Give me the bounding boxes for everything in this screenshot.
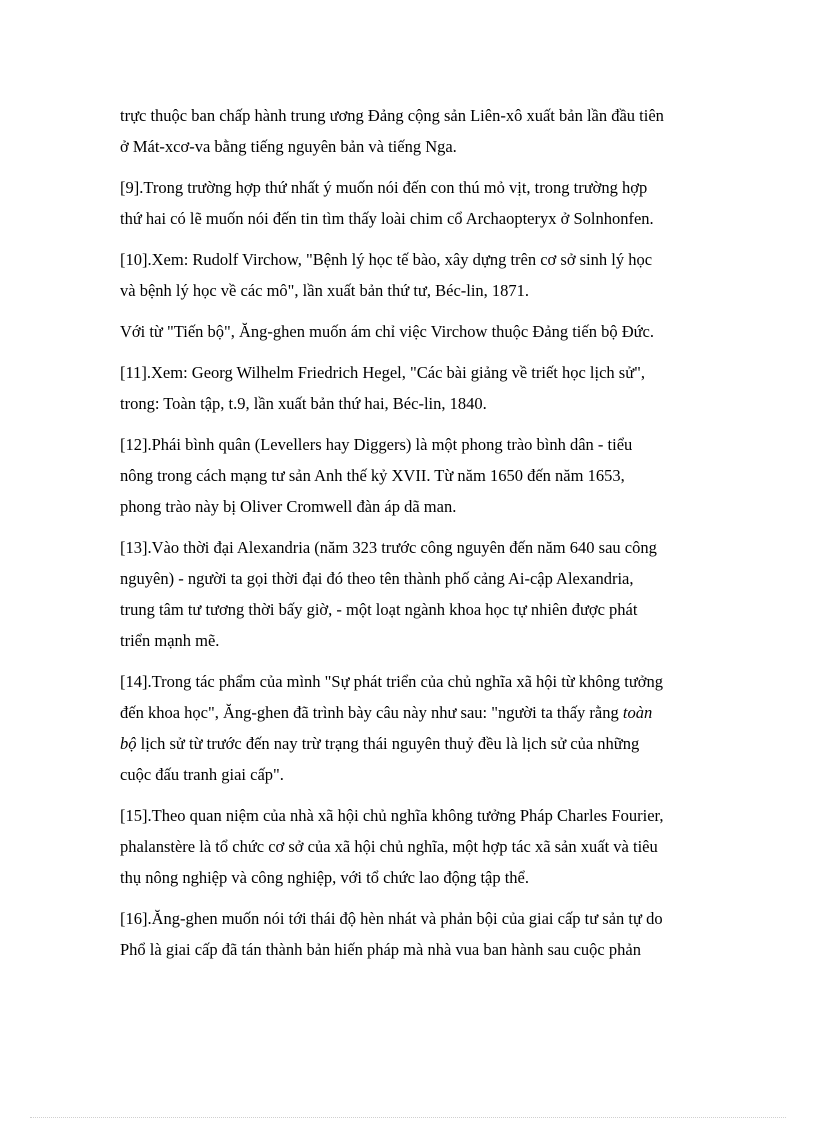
document-body — [120, 100, 700, 975]
text-line: thứ hai có lẽ muốn nói đến tin tìm thấy loài chim cổ Archaopteryx ở Solnhonfen. — [120, 209, 654, 228]
text-line: trực thuộc ban chấp hành trung ương Đảng cộng sản Liên-xô xuất bản lần đầu tiên — [120, 106, 664, 125]
text-line: [14].Trong tác phẩm của mình "Sự phát triển của chủ nghĩa xã hội từ không tưởng — [120, 672, 664, 691]
text-line: cuộc đấu tranh giai cấp". — [120, 765, 284, 784]
footnote-10-note — [120, 316, 700, 347]
text-line: trung tâm tư tương thời bấy giờ, - một loạt ngành khoa học tự nhiên được phát — [120, 600, 638, 619]
text-line: thụ nông nghiệp và công nghiệp, với tổ chức lao động tập thể. — [120, 868, 530, 887]
text-segment: đến khoa học", Ăng-ghen đã trình bày câu này như sau: "người ta thấy rằng — [120, 703, 623, 722]
italic-emphasis: toàn — [622, 703, 653, 722]
text-line: phong trào này bị Oliver Cromwell đàn áp dã man. — [120, 497, 457, 516]
paragraph-continuation — [120, 100, 700, 162]
footnote-14 — [120, 666, 700, 790]
text-line: phalanstère là tổ chức cơ sở của xã hội chủ nghĩa, một hợp tác xã sản xuất và tiêu — [120, 837, 658, 856]
footnote-15 — [120, 800, 700, 893]
text-line — [120, 728, 700, 759]
text-line: [16].Ăng-ghen muốn nói tới thái độ hèn nhát và phản bội của giai cấp tư sản tự do — [120, 909, 663, 928]
text-line: [15].Theo quan niệm của nhà xã hội chủ nghĩa không tưởng Pháp Charles Fourier, — [120, 806, 664, 825]
text-line: trong: Toàn tập, t.9, lần xuất bản thứ hai, Béc-lin, 1840. — [120, 394, 487, 413]
footnote-16 — [120, 903, 700, 965]
text-line: [11].Xem: Georg Wilhelm Friedrich Hegel, "Các bài giảng về triết học lịch sử", — [120, 363, 646, 382]
text-line: nông trong cách mạng tư sản Anh thế kỷ XVII. Từ năm 1650 đến năm 1653, — [120, 466, 625, 485]
text-line: và bệnh lý học về các mô", lần xuất bản thứ tư, Béc-lin, 1871. — [120, 281, 530, 300]
footnote-10 — [120, 244, 700, 306]
text-segment: lịch sử từ trước đến nay trừ trạng thái nguyên thuỷ đều là lịch sử của những — [136, 734, 640, 753]
text-line: [10].Xem: Rudolf Virchow, "Bệnh lý học tế bào, xây dựng trên cơ sở sinh lý học — [120, 250, 653, 269]
footnote-12 — [120, 429, 700, 522]
footnote-11 — [120, 357, 700, 419]
text-line: Với từ "Tiến bộ", Ăng-ghen muốn ám chỉ việc Virchow thuộc Đảng tiến bộ Đức. — [120, 322, 655, 341]
footnote-9 — [120, 172, 700, 234]
footnote-13 — [120, 532, 700, 656]
italic-emphasis: bộ — [120, 734, 137, 753]
text-line: [9].Trong trường hợp thứ nhất ý muốn nói đến con thú mỏ vịt, trong trường hợp — [120, 178, 648, 197]
text-line: Phổ là giai cấp đã tán thành bản hiến pháp mà nhà vua ban hành sau cuộc phản — [120, 940, 641, 959]
text-line: [12].Phái bình quân (Levellers hay Diggers) là một phong trào bình dân - tiểu — [120, 435, 633, 454]
page-bottom-divider — [30, 1117, 786, 1118]
text-line: nguyên) - người ta gọi thời đại đó theo tên thành phố cảng Ai-cập Alexandria, — [120, 569, 634, 588]
text-line: [13].Vào thời đại Alexandria (năm 323 trước công nguyên đến năm 640 sau công — [120, 538, 657, 557]
text-line — [120, 697, 700, 728]
text-line: triển mạnh mẽ. — [120, 631, 220, 650]
text-line: ở Mát-xcơ-va bằng tiếng nguyên bản và tiếng Nga. — [120, 137, 457, 156]
